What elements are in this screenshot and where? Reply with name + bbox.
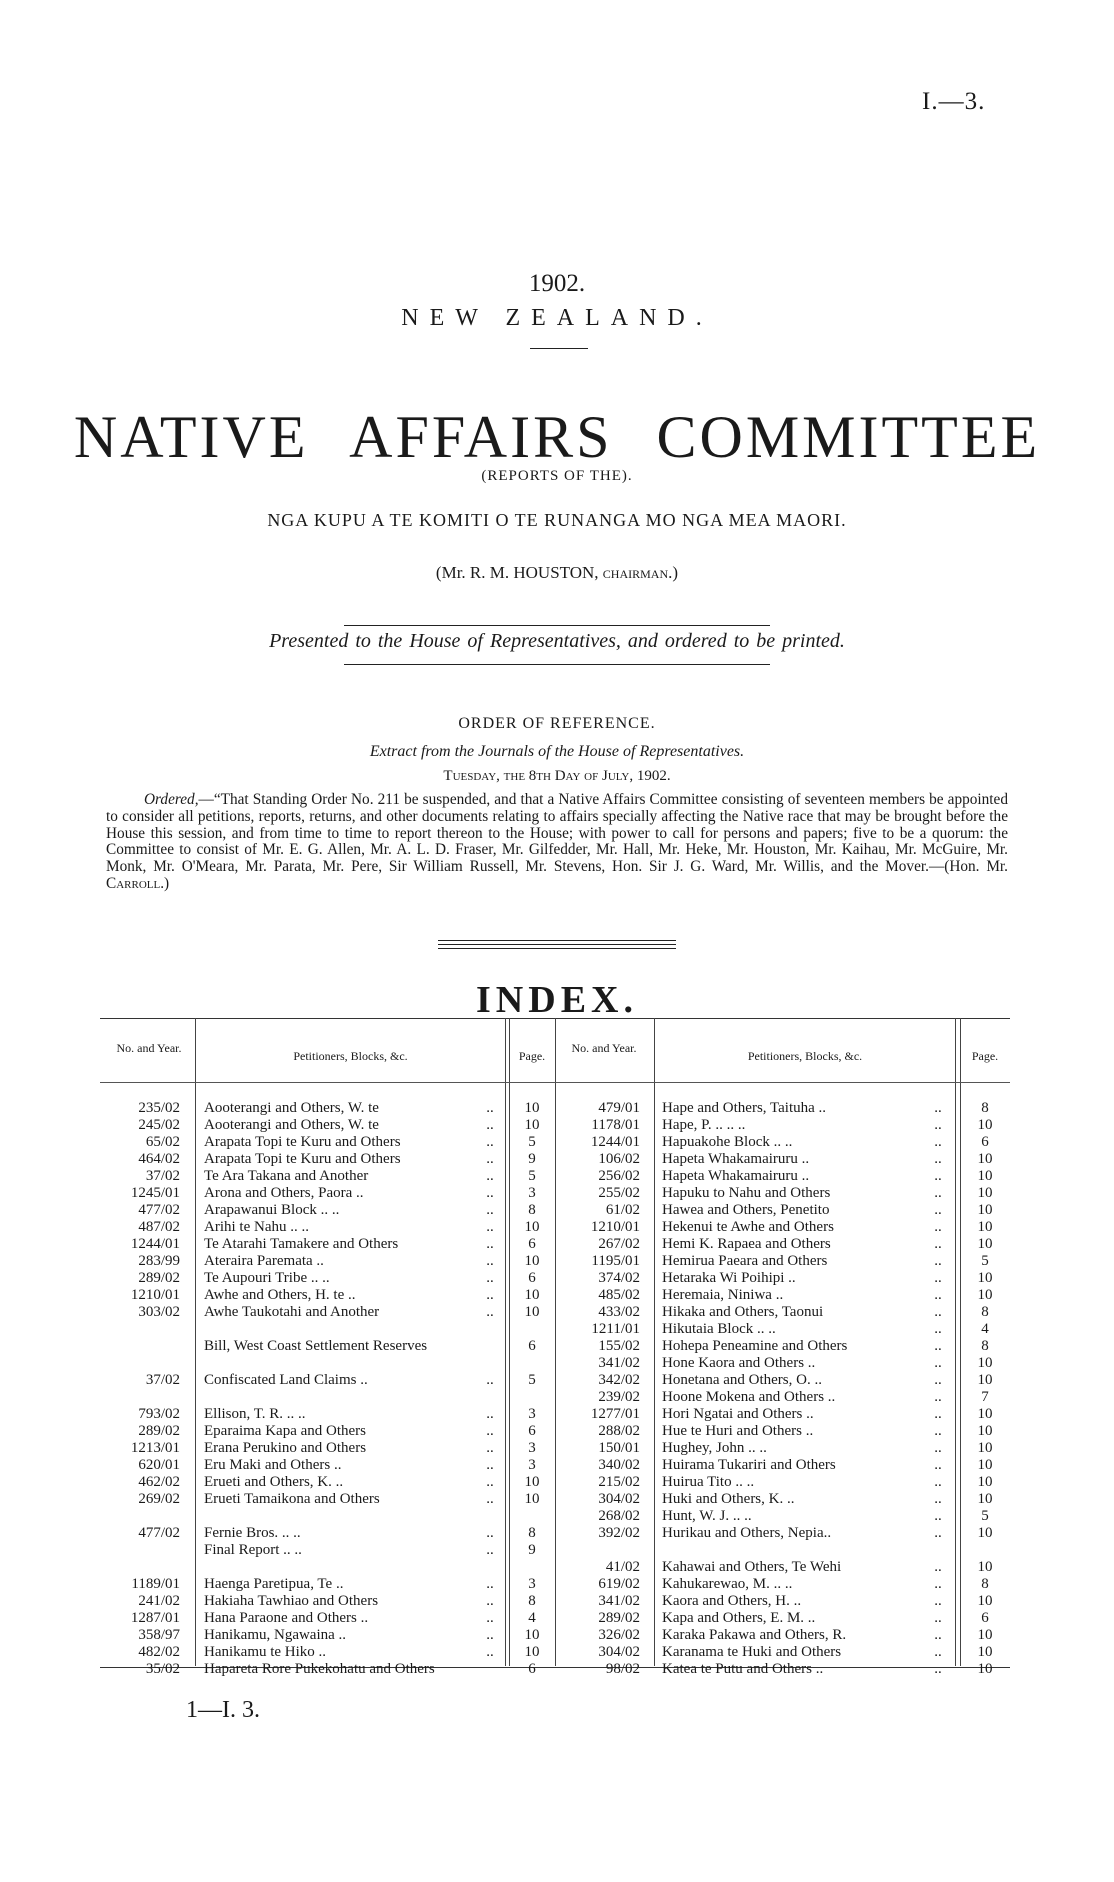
index-num: 1210/01	[590, 1219, 640, 1235]
index-num: 289/02	[138, 1270, 180, 1286]
index-page: 6	[981, 1134, 989, 1150]
index-dots: ..	[486, 1644, 494, 1660]
index-name: Te Atarahi Tamakere and Others	[204, 1236, 399, 1252]
index-dots: ..	[486, 1151, 494, 1167]
header-petitioners-right: Petitioners, Blocks, &c.	[747, 1049, 863, 1063]
index-page: 10	[977, 1355, 993, 1371]
index-page: 4	[981, 1321, 989, 1337]
index-num: 341/02	[598, 1593, 640, 1609]
index-name: Hapeta Whakamairuru ..	[662, 1151, 810, 1167]
index-dots: ..	[934, 1287, 942, 1303]
index-dots: ..	[486, 1542, 494, 1558]
index-page: 8	[981, 1304, 989, 1320]
index-page: 6	[981, 1610, 989, 1626]
index-name: Honetana and Others, O. ..	[662, 1372, 822, 1388]
index-page: 3	[528, 1457, 536, 1473]
column-rule	[509, 1018, 510, 1666]
index-name: Fernie Bros. .. ..	[204, 1525, 301, 1541]
index-page: 3	[528, 1185, 536, 1201]
index-page: 10	[524, 1474, 540, 1490]
index-num: 1210/01	[130, 1287, 180, 1303]
index-dots: ..	[486, 1593, 494, 1609]
index-num: 150/01	[598, 1440, 640, 1456]
index-page: 10	[524, 1100, 540, 1116]
index-name: Hana Paraone and Others ..	[204, 1610, 369, 1626]
index-num: 303/02	[138, 1304, 180, 1320]
index-page: 5	[981, 1508, 989, 1524]
index-num: 358/97	[138, 1627, 180, 1643]
index-page: 8	[981, 1338, 989, 1354]
index-name: Hoone Mokena and Others ..	[662, 1389, 836, 1405]
index-name: Arihi te Nahu .. ..	[204, 1219, 309, 1235]
column-rule	[505, 1018, 506, 1666]
index-page: 6	[528, 1338, 536, 1354]
index-dots: ..	[934, 1576, 942, 1592]
index-dots: ..	[486, 1117, 494, 1133]
page-subtitle: (REPORTS OF THE).	[481, 468, 633, 484]
index-page: 10	[524, 1491, 540, 1507]
index-dots: ..	[934, 1151, 942, 1167]
index-name: Karaka Pakawa and Others, R.	[662, 1627, 847, 1643]
index-page: 9	[528, 1542, 536, 1558]
index-dots: ..	[486, 1168, 494, 1184]
year: 1902.	[528, 270, 586, 297]
index-page: 6	[528, 1661, 536, 1677]
index-name: Hunt, W. J. .. ..	[662, 1508, 752, 1524]
index-name: Erueti and Others, K. ..	[204, 1474, 344, 1490]
index-num: 283/99	[138, 1253, 180, 1269]
index-name: Arapawanui Block .. ..	[204, 1202, 340, 1218]
index-num: 479/01	[598, 1100, 640, 1116]
index-dots: ..	[486, 1134, 494, 1150]
index-name: Final Report .. ..	[204, 1542, 302, 1558]
index-name: Heremaia, Niniwa ..	[662, 1287, 784, 1303]
index-name: Hapareta Rore Pukekohatu and Others	[204, 1661, 435, 1677]
index-dots: ..	[934, 1406, 942, 1422]
index-dots: ..	[934, 1559, 942, 1575]
index-page: 10	[977, 1185, 993, 1201]
index-page: 10	[977, 1423, 993, 1439]
column-rule	[955, 1018, 956, 1666]
column-rule	[195, 1018, 196, 1666]
index-dots: ..	[934, 1134, 942, 1150]
index-dots: ..	[934, 1270, 942, 1286]
index-name: Aooterangi and Others, W. te	[204, 1100, 379, 1116]
index-page: 8	[981, 1576, 989, 1592]
index-name: Hanikamu te Hiko ..	[204, 1644, 327, 1660]
index-dots: ..	[486, 1253, 494, 1269]
header-num-left: No. and Year.	[116, 1041, 182, 1055]
index-dots: ..	[486, 1576, 494, 1592]
index-page: 7	[981, 1389, 989, 1405]
index-name: Confiscated Land Claims ..	[204, 1372, 368, 1388]
index-page: 10	[524, 1253, 540, 1269]
divider	[344, 625, 770, 626]
index-name: Hori Ngatai and Others ..	[662, 1406, 814, 1422]
index-page: 10	[977, 1525, 993, 1541]
index-dots: ..	[486, 1304, 494, 1320]
index-name: Kaora and Others, H. ..	[662, 1593, 802, 1609]
index-dots: ..	[934, 1389, 942, 1405]
index-name: Te Aupouri Tribe .. ..	[204, 1270, 330, 1286]
index-num: 1189/01	[131, 1576, 180, 1592]
index-dots: ..	[934, 1321, 942, 1337]
index-num: 793/02	[138, 1406, 180, 1422]
index-num: 487/02	[138, 1219, 180, 1235]
index-dots: ..	[934, 1202, 942, 1218]
index-num: 620/01	[138, 1457, 180, 1473]
index-page: 6	[528, 1236, 536, 1252]
index-dots: ..	[486, 1287, 494, 1303]
index-num: 1178/01	[591, 1117, 640, 1133]
index-dots: ..	[934, 1457, 942, 1473]
chairman-role: CHAIRMAN	[602, 567, 669, 581]
index-page: 10	[977, 1593, 993, 1609]
index-name: Arapata Topi te Kuru and Others	[204, 1134, 401, 1150]
index-name: Hetaraka Wi Poihipi ..	[662, 1270, 796, 1286]
chairman-line	[0, 563, 1114, 583]
document-number: I.—3.	[922, 88, 986, 115]
index-dots: ..	[934, 1644, 942, 1660]
index-dots: ..	[934, 1236, 942, 1252]
index-num: 1244/01	[130, 1236, 180, 1252]
index-dots: ..	[486, 1406, 494, 1422]
index-num: 245/02	[138, 1117, 180, 1133]
index-num: 35/02	[145, 1661, 180, 1677]
index-num: 1195/01	[591, 1253, 640, 1269]
index-num: 477/02	[138, 1202, 180, 1218]
index-dots: ..	[934, 1219, 942, 1235]
index-page: 8	[981, 1100, 989, 1116]
index-num: 485/02	[598, 1287, 640, 1303]
index-page: 10	[977, 1372, 993, 1388]
index-name: Hape, P. .. .. ..	[662, 1117, 746, 1133]
index-dots: ..	[934, 1117, 942, 1133]
footer-reference: 1—I. 3.	[186, 1697, 260, 1723]
index-num: 155/02	[598, 1338, 640, 1354]
index-page: 9	[528, 1151, 536, 1167]
index-page: 10	[977, 1491, 993, 1507]
index-num: 374/02	[598, 1270, 640, 1286]
index-num: 215/02	[598, 1474, 640, 1490]
column-rule	[960, 1018, 961, 1666]
index-page: 4	[528, 1610, 536, 1626]
index-dots: ..	[486, 1457, 494, 1473]
index-name: Hakiaha Tawhiao and Others	[204, 1593, 379, 1609]
index-page: 10	[524, 1117, 540, 1133]
index-num: 341/02	[598, 1355, 640, 1371]
divider	[438, 944, 676, 945]
index-num: 241/02	[138, 1593, 180, 1609]
index-page: 10	[524, 1304, 540, 1320]
index-num: 239/02	[598, 1389, 640, 1405]
index-page: 10	[524, 1627, 540, 1643]
index-num: 41/02	[605, 1559, 640, 1575]
index-num: 1245/01	[130, 1185, 180, 1201]
index-page: 10	[977, 1236, 993, 1252]
index-dots: ..	[486, 1372, 494, 1388]
mover-name: Carroll	[106, 874, 161, 892]
index-dots: ..	[934, 1491, 942, 1507]
index-page: 10	[977, 1151, 993, 1167]
index-dots: ..	[934, 1525, 942, 1541]
index-dots: ..	[486, 1202, 494, 1218]
ordered-label: Ordered,	[144, 791, 199, 808]
index-page: 10	[977, 1559, 993, 1575]
index-num: 37/02	[145, 1372, 180, 1388]
index-dots: ..	[486, 1440, 494, 1456]
index-num: 256/02	[598, 1168, 640, 1184]
index-dots: ..	[486, 1219, 494, 1235]
index-name: Hekenui te Awhe and Others	[662, 1219, 834, 1235]
index-num: 288/02	[598, 1423, 640, 1439]
presented-line: Presented to the House of Representatives, and ordered to be printed.	[269, 630, 845, 652]
order-text: —“That Standing Order No. 211 be suspended, and that a Native Affairs Committee consisting of seventeen members be appointed to consider all petitions, reports, returns, and other documents relating to affairs specially affecting the Native race that may be brought before the House this session, and from time to time to report thereon to the House; with power to call for persons and papers; five to be a quorum: the Committee to consist of Mr. E. G. Allen, Mr. A. L. D. Fraser, Mr. Gilfedder, Mr. Hall, Mr. Heke, Mr. Houston, Mr. Kaihau, Mr. McGuire, Mr. Monk, Mr. O'Meara, Mr. Parata, Mr. Pere, Sir William Russell, Mr. Stevens, Hon. Sir J. G. Ward, Mr. Willis, and the Mover.—(Hon. Mr.	[106, 791, 1008, 876]
index-name: Ellison, T. R. .. ..	[204, 1406, 306, 1422]
header-page-right: Page.	[971, 1049, 999, 1063]
index-num: 269/02	[138, 1491, 180, 1507]
header-num-right: No. and Year.	[571, 1041, 637, 1055]
divider	[438, 940, 676, 941]
index-page: 10	[977, 1440, 993, 1456]
index-page: 3	[528, 1576, 536, 1592]
index-name: Eru Maki and Others ..	[204, 1457, 342, 1473]
index-num: 235/02	[138, 1100, 180, 1116]
index-num: 1244/01	[590, 1134, 640, 1150]
index-dots: ..	[934, 1423, 942, 1439]
index-num: 342/02	[598, 1372, 640, 1388]
index-dots: ..	[934, 1355, 942, 1371]
index-page: 10	[977, 1661, 993, 1677]
index-dots: ..	[486, 1236, 494, 1252]
index-num: 267/02	[598, 1236, 640, 1252]
index-num: 106/02	[598, 1151, 640, 1167]
index-name: Hapeta Whakamairuru ..	[662, 1168, 810, 1184]
index-name: Haenga Paretipua, Te ..	[204, 1576, 344, 1592]
index-num: 1277/01	[590, 1406, 640, 1422]
order-heading: ORDER OF REFERENCE.	[458, 715, 656, 732]
chairman-name: (Mr. R. M. HOUSTON,	[435, 563, 603, 582]
index-num: 304/02	[598, 1491, 640, 1507]
index-dots: ..	[486, 1100, 494, 1116]
index-name: Karanama te Huki and Others	[662, 1644, 842, 1660]
index-dots: ..	[486, 1525, 494, 1541]
index-dots: ..	[934, 1168, 942, 1184]
index-name: Erueti Tamaikona and Others	[204, 1491, 380, 1507]
index-num: 462/02	[138, 1474, 180, 1490]
index-num: 1213/01	[130, 1440, 180, 1456]
index-dots: ..	[486, 1270, 494, 1286]
index-name: Hapuakohe Block .. ..	[662, 1134, 793, 1150]
index-num: 392/02	[598, 1525, 640, 1541]
index-num: 619/02	[598, 1576, 640, 1592]
index-page: 10	[524, 1219, 540, 1235]
index-page: 10	[977, 1117, 993, 1133]
maori-title: NGA KUPU A TE KOMITI O TE RUNANGA MO NGA MEA MAORI.	[267, 510, 847, 530]
index-name: Hone Kaora and Others ..	[662, 1355, 816, 1371]
chairman-close: .)	[668, 563, 679, 582]
index-page: 8	[528, 1525, 536, 1541]
index-title: INDEX.	[476, 979, 638, 1021]
index-dots: ..	[486, 1423, 494, 1439]
index-page: 10	[977, 1219, 993, 1235]
index-name: Katea te Putu and Others ..	[662, 1661, 824, 1677]
order-date: Tuesday, the 8th Day of July, 1902.	[443, 768, 671, 784]
index-page: 5	[981, 1253, 989, 1269]
index-num: 482/02	[138, 1644, 180, 1660]
index-num: 289/02	[598, 1610, 640, 1626]
index-page: 10	[977, 1406, 993, 1422]
index-name: Hape and Others, Taituha ..	[662, 1100, 827, 1116]
index-page: 10	[977, 1644, 993, 1660]
index-name: Huirama Tukariri and Others	[662, 1457, 836, 1473]
index-page: 10	[524, 1287, 540, 1303]
index-dots: ..	[486, 1627, 494, 1643]
index-page: 10	[977, 1287, 993, 1303]
index-page: 10	[977, 1168, 993, 1184]
header-page-left: Page.	[518, 1049, 546, 1063]
index-name: Hughey, John .. ..	[662, 1440, 767, 1456]
index-name: Hue te Huri and Others ..	[662, 1423, 814, 1439]
index-num: 464/02	[138, 1151, 180, 1167]
index-page: 3	[528, 1406, 536, 1422]
index-name: Te Ara Takana and Another	[204, 1168, 369, 1184]
index-dots: ..	[934, 1372, 942, 1388]
index-num: 433/02	[598, 1304, 640, 1320]
index-num: 65/02	[145, 1134, 180, 1150]
index-num: 255/02	[598, 1185, 640, 1201]
index-num: 98/02	[605, 1661, 640, 1677]
index-name: Eparaima Kapa and Others	[204, 1423, 367, 1439]
index-name: Awhe and Others, H. te ..	[204, 1287, 356, 1303]
divider	[438, 948, 676, 949]
index-num: 326/02	[598, 1627, 640, 1643]
index-num: 1211/01	[591, 1321, 640, 1337]
index-name: Awhe Taukotahi and Another	[204, 1304, 380, 1320]
index-page: 6	[528, 1423, 536, 1439]
index-dots: ..	[486, 1474, 494, 1490]
index-dots: ..	[934, 1508, 942, 1524]
order-close: .)	[160, 874, 170, 892]
index-page: 10	[524, 1644, 540, 1660]
index-num: 268/02	[598, 1508, 640, 1524]
index-name: Hapuku to Nahu and Others	[662, 1185, 831, 1201]
index-name: Huirua Tito .. ..	[662, 1474, 755, 1490]
index-name: Kapa and Others, E. M. ..	[662, 1610, 816, 1626]
index-page: 10	[977, 1627, 993, 1643]
index-dots: ..	[934, 1100, 942, 1116]
index-page: 6	[528, 1270, 536, 1286]
index-num: 340/02	[598, 1457, 640, 1473]
index-dots: ..	[486, 1185, 494, 1201]
index-name: Aooterangi and Others, W. te	[204, 1117, 379, 1133]
header-petitioners-left: Petitioners, Blocks, &c.	[293, 1049, 408, 1063]
index-name: Kahawai and Others, Te Wehi	[662, 1559, 842, 1575]
index-page: 10	[977, 1202, 993, 1218]
divider	[530, 348, 588, 349]
index-name: Hemirua Paeara and Others	[662, 1253, 828, 1269]
index-dots: ..	[934, 1253, 942, 1269]
index-page: 3	[528, 1440, 536, 1456]
index-dots: ..	[934, 1304, 942, 1320]
journal-extract: Extract from the Journals of the House of Representatives.	[369, 743, 745, 760]
index-page: 5	[528, 1134, 536, 1150]
index-name: Hikutaia Block .. ..	[662, 1321, 776, 1337]
index-num: 1287/01	[130, 1610, 180, 1626]
order-paragraph	[106, 792, 1008, 893]
index-num: 477/02	[138, 1525, 180, 1541]
index-name: Bill, West Coast Settlement Reserves	[204, 1338, 428, 1354]
index-name: Hanikamu, Ngawaina ..	[204, 1627, 347, 1643]
index-dots: ..	[934, 1627, 942, 1643]
index-name: Kahukarewao, M. .. ..	[662, 1576, 793, 1592]
index-dots: ..	[934, 1610, 942, 1626]
column-rule	[654, 1018, 655, 1666]
index-dots: ..	[934, 1661, 942, 1677]
index-num: 304/02	[598, 1644, 640, 1660]
country: NEW ZEALAND.	[401, 305, 713, 331]
divider	[344, 664, 770, 665]
index-name: Arona and Others, Paora ..	[204, 1185, 364, 1201]
index-dots: ..	[934, 1185, 942, 1201]
index-page: 5	[528, 1168, 536, 1184]
index-name: Hohepa Peneamine and Others	[662, 1338, 848, 1354]
index-page: 10	[977, 1270, 993, 1286]
index-dots: ..	[934, 1440, 942, 1456]
index-dots: ..	[934, 1474, 942, 1490]
index-dots: ..	[486, 1491, 494, 1507]
index-num: 61/02	[605, 1202, 640, 1218]
header-rule	[100, 1082, 1010, 1083]
page-title: NATIVE AFFAIRS COMMITTEE	[73, 404, 1041, 470]
index-num: 289/02	[138, 1423, 180, 1439]
index-page: 8	[528, 1202, 536, 1218]
index-name: Hurikau and Others, Nepia..	[662, 1525, 832, 1541]
index-page: 8	[528, 1593, 536, 1609]
column-rule	[555, 1018, 556, 1666]
index-dots: ..	[486, 1610, 494, 1626]
index-page: 10	[977, 1474, 993, 1490]
index-name: Arapata Topi te Kuru and Others	[204, 1151, 401, 1167]
index-name: Hikaka and Others, Taonui	[662, 1304, 824, 1320]
index-name: Erana Perukino and Others	[204, 1440, 367, 1456]
index-name: Hawea and Others, Penetito	[662, 1202, 830, 1218]
index-page: 5	[528, 1372, 536, 1388]
index-dots: ..	[934, 1593, 942, 1609]
index-dots: ..	[934, 1338, 942, 1354]
index-name: Ateraira Paremata ..	[204, 1253, 324, 1269]
index-name: Hemi K. Rapaea and Others	[662, 1236, 831, 1252]
index-page: 10	[977, 1457, 993, 1473]
index-name: Huki and Others, K. ..	[662, 1491, 795, 1507]
index-num: 37/02	[145, 1168, 180, 1184]
